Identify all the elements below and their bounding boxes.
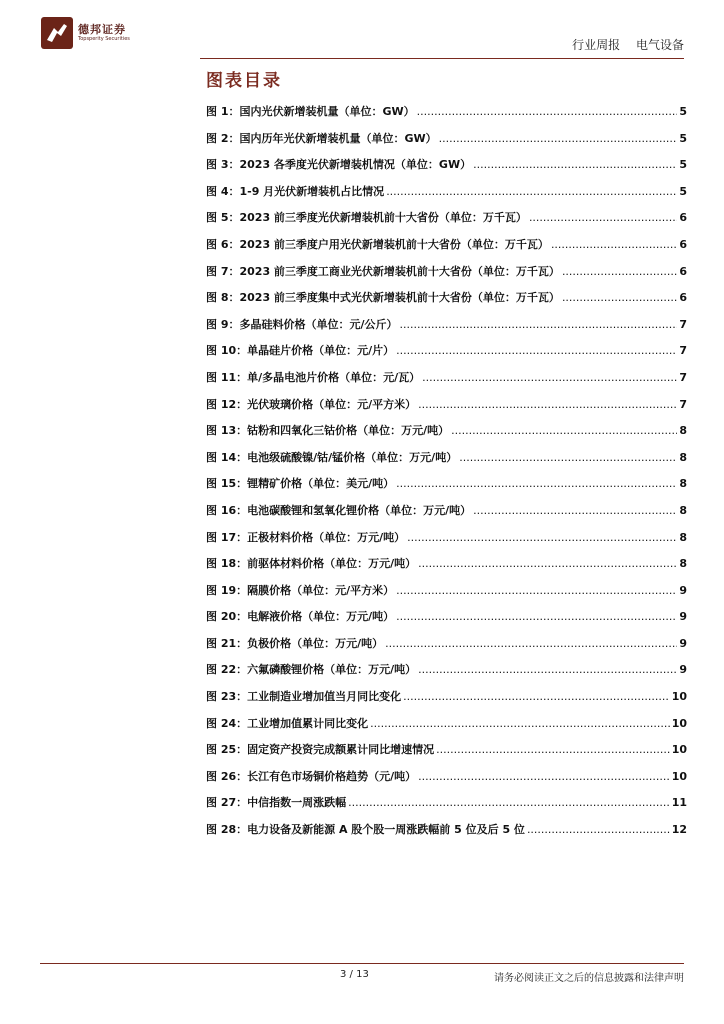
toc-list [206,103,687,848]
toc-entry[interactable] [206,236,687,263]
toc-entry[interactable] [206,475,687,502]
toc-entry-page: 8 [679,424,687,438]
toc-entry[interactable] [206,794,687,821]
toc-leader-dots [396,610,677,623]
toc-entry-page: 7 [679,317,687,331]
toc-entry-page: 8 [679,557,687,571]
toc-entry-page: 5 [679,131,687,145]
toc-leader-dots [551,238,677,251]
toc-leader-dots [473,504,677,517]
toc-entry[interactable] [206,821,687,848]
toc-entry[interactable] [206,608,687,635]
toc-entry-label: 图 12：光伏玻璃价格（单位：元/平方米） [206,397,417,411]
logo-name-cn: 德邦证券 [78,23,126,36]
company-logo [40,16,130,50]
toc-entry-label: 图 23：工业制造业增加值当月同比变化 [206,690,402,704]
toc-entry-page: 9 [679,610,687,624]
toc-entry-label: 图 8：2023 前三季度集中式光伏新增装机前十大省份（单位：万千瓦） [206,291,560,305]
toc-entry-label: 图 15：锂精矿价格（单位：美元/吨） [206,477,395,491]
toc-entry-label: 图 14：电池级硫酸镍/钴/锰价格（单位：万元/吨） [206,450,458,464]
toc-entry[interactable] [206,369,687,396]
toc-entry-label: 图 13：钴粉和四氧化三钴价格（单位：万元/吨） [206,424,450,438]
toc-leader-dots [348,796,670,809]
toc-leader-dots [529,211,677,224]
toc-leader-dots [562,265,677,278]
toc-entry[interactable] [206,529,687,556]
toc-entry-page: 5 [679,105,687,118]
toc-entry[interactable] [206,715,687,742]
toc-leader-dots [418,663,677,676]
legal-disclaimer: 请务必阅读正文之后的信息披露和法律声明 [494,973,684,984]
toc-entry-label: 图 25：固定资产投资完成额累计同比增速情况 [206,743,435,757]
toc-entry[interactable] [206,422,687,449]
toc-leader-dots [396,584,677,597]
toc-entry[interactable] [206,130,687,157]
toc-entry[interactable] [206,661,687,688]
toc-entry[interactable] [206,263,687,290]
toc-leader-dots [473,158,677,171]
toc-entry-page: 10 [671,690,687,704]
toc-entry-label: 图 11：单/多晶电池片价格（单位：元/瓦） [206,370,421,384]
toc-entry[interactable] [206,396,687,423]
toc-entry-label: 图 19：隔膜价格（单位：元/平方米） [206,583,395,597]
toc-entry-page: 5 [679,158,687,172]
toc-entry-page: 10 [671,743,687,757]
toc-leader-dots [562,291,677,304]
toc-entry-label: 图 28：电力设备及新能源 A 股个股一周涨跌幅前 5 位及后 5 位 [206,823,525,837]
toc-entry-label: 图 2：国内历年光伏新增装机量（单位：GW） [206,131,437,145]
logo-icon [40,16,74,50]
toc-entry-label: 图 24：工业增加值累计同比变化 [206,716,369,730]
report-type: 行业周报 [572,38,621,52]
toc-entry-label: 图 18：前驱体材料价格（单位：万元/吨） [206,557,417,571]
toc-entry-page: 12 [671,823,687,837]
toc-entry-page: 8 [679,530,687,544]
toc-entry[interactable] [206,768,687,795]
toc-entry-page: 9 [679,636,687,650]
toc-entry[interactable] [206,449,687,476]
toc-entry-label: 图 10：单晶硅片价格（单位：元/片） [206,344,395,358]
toc-entry[interactable] [206,209,687,236]
toc-entry-page: 5 [679,184,687,198]
toc-leader-dots [527,823,670,836]
toc-leader-dots [403,690,670,703]
toc-entry-label: 图 1：国内光伏新增装机量（单位：GW） [206,105,415,118]
toc-entry[interactable] [206,316,687,343]
toc-leader-dots [370,717,670,730]
page-number: 3 / 13 [340,969,369,980]
toc-leader-dots [385,637,677,650]
toc-leader-dots [407,531,677,544]
toc-entry[interactable] [206,103,687,130]
toc-entry-label: 图 20：电解液价格（单位：万元/吨） [206,610,395,624]
toc-entry[interactable] [206,289,687,316]
footer-divider [40,963,684,964]
toc-entry-page: 6 [679,237,687,251]
toc-entry-page: 7 [679,344,687,358]
toc-entry-page: 10 [671,769,687,783]
toc-entry-page: 10 [671,716,687,730]
toc-entry-page: 6 [679,264,687,278]
toc-entry[interactable] [206,555,687,582]
toc-leader-dots [436,743,670,756]
toc-entry[interactable] [206,502,687,529]
toc-leader-dots [418,557,677,570]
header-category [572,36,684,53]
toc-leader-dots [417,105,678,118]
header-divider [200,58,684,59]
toc-leader-dots [459,451,677,464]
toc-entry-label: 图 22：六氟磷酸锂价格（单位：万元/吨） [206,663,417,677]
toc-leader-dots [386,185,677,198]
toc-entry[interactable] [206,635,687,662]
logo-name-en: Topsperity Securities [78,36,130,42]
toc-entry[interactable] [206,582,687,609]
toc-entry-label: 图 3：2023 各季度光伏新增装机情况（单位：GW） [206,158,472,172]
toc-entry-label: 图 21：负极价格（单位：万元/吨） [206,636,384,650]
toc-entry[interactable] [206,688,687,715]
toc-entry-page: 6 [679,211,687,225]
toc-entry-label: 图 4：1-9 月光伏新增装机占比情况 [206,184,385,198]
toc-leader-dots [418,398,677,411]
toc-entry[interactable] [206,342,687,369]
toc-entry-label: 图 27：中信指数一周涨跌幅 [206,796,347,810]
toc-leader-dots [418,770,670,783]
toc-entry-label: 图 6：2023 前三季度户用光伏新增装机前十大省份（单位：万千瓦） [206,237,549,251]
toc-entry-page: 11 [671,796,687,810]
toc-leader-dots [396,477,677,490]
toc-entry-page: 6 [679,291,687,305]
toc-entry[interactable] [206,183,687,210]
toc-entry-label: 图 26：长江有色市场铜价格趋势（元/吨） [206,769,417,783]
toc-entry-page: 7 [679,397,687,411]
toc-entry[interactable] [206,741,687,768]
toc-title: 图表目录 [206,71,282,91]
toc-entry-page: 9 [679,583,687,597]
toc-leader-dots [396,344,677,357]
toc-entry-label: 图 5：2023 前三季度光伏新增装机前十大省份（单位：万千瓦） [206,211,527,225]
toc-entry-page: 8 [679,450,687,464]
toc-entry-page: 7 [679,370,687,384]
toc-leader-dots [422,371,677,384]
toc-entry-label: 图 17：正极材料价格（单位：万元/吨） [206,530,406,544]
toc-leader-dots [451,424,677,437]
toc-entry[interactable] [206,156,687,183]
toc-entry-label: 图 9：多晶硅料价格（单位：元/公斤） [206,317,398,331]
toc-entry-page: 9 [679,663,687,677]
toc-entry-page: 8 [679,477,687,491]
industry-label: 电气设备 [635,38,684,52]
toc-entry-label: 图 16：电池碳酸锂和氢氧化锂价格（单位：万元/吨） [206,503,472,517]
toc-entry-label: 图 7：2023 前三季度工商业光伏新增装机前十大省份（单位：万千瓦） [206,264,560,278]
toc-leader-dots [439,132,678,145]
page-header [0,0,724,60]
toc-leader-dots [400,318,678,331]
toc-entry-page: 8 [679,503,687,517]
